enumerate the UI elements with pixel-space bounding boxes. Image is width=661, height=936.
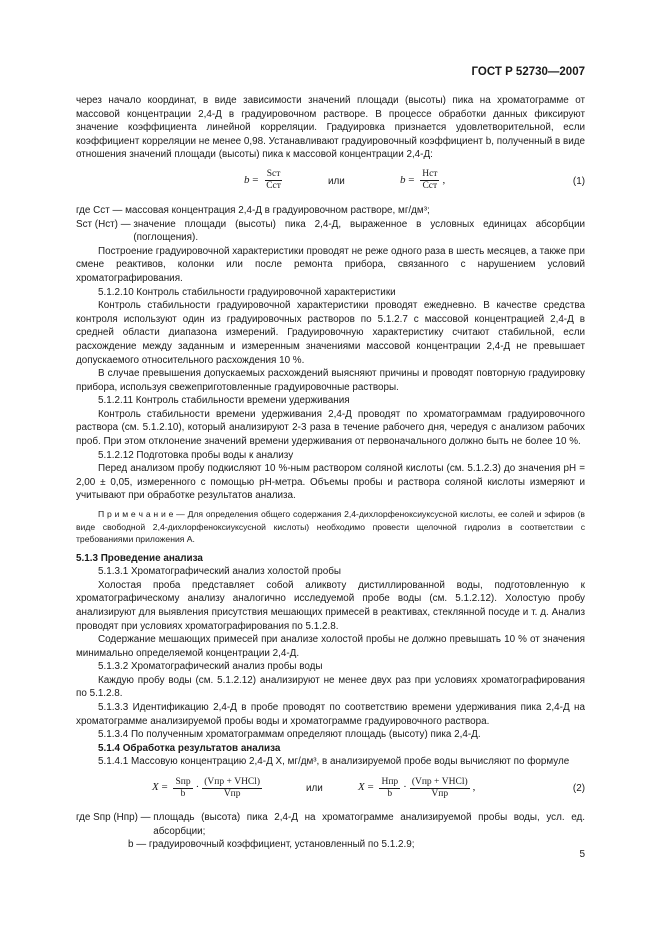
section-heading-bold <box>76 742 585 756</box>
formula-1: b = $\frac{\text{Sст}}{\text{Cст}}$ или b = $\frac{\text{Hст}}{\text{Cст}}$ , (1) <box>244 169 585 192</box>
definition-row <box>76 811 585 838</box>
definition-text: градуировочный коэффициент, установленный по 5.1.2.9; <box>148 839 415 851</box>
section-title: 5.1.3 Проведение анализа <box>76 552 203 564</box>
formula-denominator: Cст <box>422 181 438 192</box>
formula-denominator: b <box>387 788 393 799</box>
formula-numerator: (Vпр + VHCl) <box>411 776 468 787</box>
definition-text: массовая концентрация 2,4-Д в градуировочном растворе, мг/дм³; <box>125 204 430 216</box>
formula-lhs: b <box>400 174 406 187</box>
paragraph: Каждую пробу воды (см. 5.1.2.12) анализируют не менее двух раз при условиях хроматографирования по 5.1.2.8. <box>76 674 585 700</box>
section-heading: 5.1.2.10 Контроль стабильности градуировочной характеристики <box>98 286 396 298</box>
formula-numerator: Sпр <box>175 776 191 787</box>
definition-term: где Sпр (Hпр) — <box>76 812 151 824</box>
formula-numerator: Hпр <box>381 776 399 787</box>
formula-denominator: Cст <box>266 181 281 192</box>
paragraph: 5.1.3.3 Идентификацию 2,4-Д в пробе проводят по соответствию времени удерживания пика 2,4-Д на хроматограмме анализируемой пробы воды и хроматограмме градуировочного раствора. <box>76 702 585 727</box>
paragraph: Контроль стабильности градуировочной характеристики проводят ежедневно. В качестве средства контроля используют один из градуировочных растворов по 5.1.2.7 с массовой концентрацией 2,4-Д в средней области диапазона измерений. Градуировочную характеристику считают стабильной, если расхождение между заданным и измеренным значениями массовой концентрации 2,4-Д не превышает допускаемого относительного расхождения 10 %. <box>76 300 585 366</box>
formula-number: (1) <box>572 175 585 187</box>
paragraph: Контроль стабильности времени удерживания 2,4-Д проводят по хроматограммам градуировочного раствора (см. 5.1.2.10), который анализируют 2-3 раза в течение рабочего дня, чередуя с анализом рабочих проб. При этом отклонение значений времени удерживания от первоначального должно быть не более 10 %. <box>76 408 585 448</box>
definition-row <box>76 218 585 245</box>
section-title: 5.1.4 Обработка результатов анализа <box>98 742 281 754</box>
paragraph: Содержание мешающих примесей при анализе холостой пробы не должно превышать 10 % от значения минимально определяемой концентрации 2,4-Д. <box>76 634 585 659</box>
paragraph: Холостая проба представляет собой аликвоту дистиллированной воды, подготовленную к хроматографическому анализу аналогично исследуемой пробе воды (см. 5.1.2.12). Холостую пробу анализируют для выявления присутствия мешающих примесей в реактивах, стеклянной посуде и т. д. Анализ проводят при условиях хроматографирования по 5.1.2.8. <box>76 579 585 632</box>
definition-row <box>76 838 585 852</box>
paragraph: В случае превышения допускаемых расхождений выясняют причины и проводят повторную градуировку прибора, используя свежеприготовленные градуировочные растворы. <box>76 368 585 393</box>
paragraph: 5.1.3.4 По полученным хроматограммам определяют площадь (высоту) пика 2,4-Д. <box>98 729 481 741</box>
formula-lhs: X <box>152 781 159 794</box>
page-content <box>76 94 585 852</box>
formula-or: или <box>328 175 345 187</box>
formula-numerator: Hст <box>422 169 438 180</box>
definition-term: где Cст — <box>76 204 123 216</box>
paragraph: Построение градуировочной характеристики проводят не реже одного раза в шесть месяцев, а также при смене реактивов, колонки или после ремонта прибора, связанного с нарушением условий хроматографирования. <box>76 245 585 284</box>
section-heading: 5.1.2.11 Контроль стабильности времени удерживания <box>98 395 350 407</box>
definition-term: b — <box>128 839 147 851</box>
formula-lhs: b <box>244 174 250 187</box>
paragraph: 5.1.4.1 Массовую концентрацию 2,4-Д X, мг/дм³, в анализируемой пробе воды вычисляют по формуле <box>98 756 570 768</box>
section-heading: 5.1.3.1 Хроматографический анализ холостой пробы <box>98 566 342 578</box>
formula-2: X = $\frac{\text{Sпр}}{b}$ · $\frac{\text{(Vпр + VHCl)}}{\text{Vпр}}$ или X = $\frac{\text{Hпр}}{b}$ · $\frac{\text{(Vпр + VHCl)}}{\text{Vпр}}$ , (2) <box>152 776 585 799</box>
formula-number: (2) <box>572 783 585 795</box>
note: П р и м е ч а н и е — Для определения общего содержания 2,4-дихлорфеноксиуксусной кислоты, ее солей и эфиров (в виде свободной 2,4-дихлорфеноксиуксусной кислоты) необходимо провести щелочной гидролиз в соответствии с требованиями приложения А. <box>76 509 585 545</box>
formula-lhs: X <box>358 781 365 794</box>
definition-text: площадь (высота) пика 2,4-Д на хроматограмме анализируемой пробы воды, усл. ед. абсорбции; <box>153 812 585 837</box>
definition-term: Sст (Hст) — <box>76 218 131 230</box>
definition-text: значение площади (высоты) пика 2,4-Д, выраженное в условных единицах абсорбции (поглощения). <box>133 218 585 244</box>
page-number: 5 <box>579 849 585 860</box>
formula-numerator: Sст <box>266 169 281 180</box>
formula-numerator: (Vпр + VHCl) <box>204 776 261 787</box>
formula-denominator: b <box>180 788 186 799</box>
paragraph: Перед анализом пробу подкисляют 10 %-ным раствором соляной кислоты (см. 5.1.2.3) до значения pH = 2,00 ± 0,05, измеренного с помощью pH-метра. Объемы пробы и раствора соляной кислоты измеряют и учитывают при обработке результатов анализа. <box>76 463 585 502</box>
section-heading: 5.1.3.2 Хроматографический анализ пробы воды <box>98 661 323 673</box>
paragraph: через начало координат, в виде зависимости значений площади (высоты) пика на хроматограмме от массовой концентрации 2,4-Д в градуировочном растворе. В процессе обработки данных фиксируют значение коэффициента линейной корреляции. Градуировка признается удовлетворительной, если коэффициент корреляции не менее 0,98. Устанавливают градуировочный коэффициент b, полученный в виде отношения значений площади (высоты) пика к массовой концентрации 2,4-Д: <box>76 95 585 161</box>
section-heading: 5.1.2.12 Подготовка пробы воды к анализу <box>98 449 294 461</box>
definition-row <box>76 204 585 218</box>
formula-denominator: Vпр <box>223 788 241 799</box>
section-heading-bold <box>76 552 585 566</box>
formula-or: или <box>306 783 323 795</box>
page-header: ГОСТ Р 52730—2007 <box>471 66 585 78</box>
formula-denominator: Vпр <box>431 788 449 799</box>
